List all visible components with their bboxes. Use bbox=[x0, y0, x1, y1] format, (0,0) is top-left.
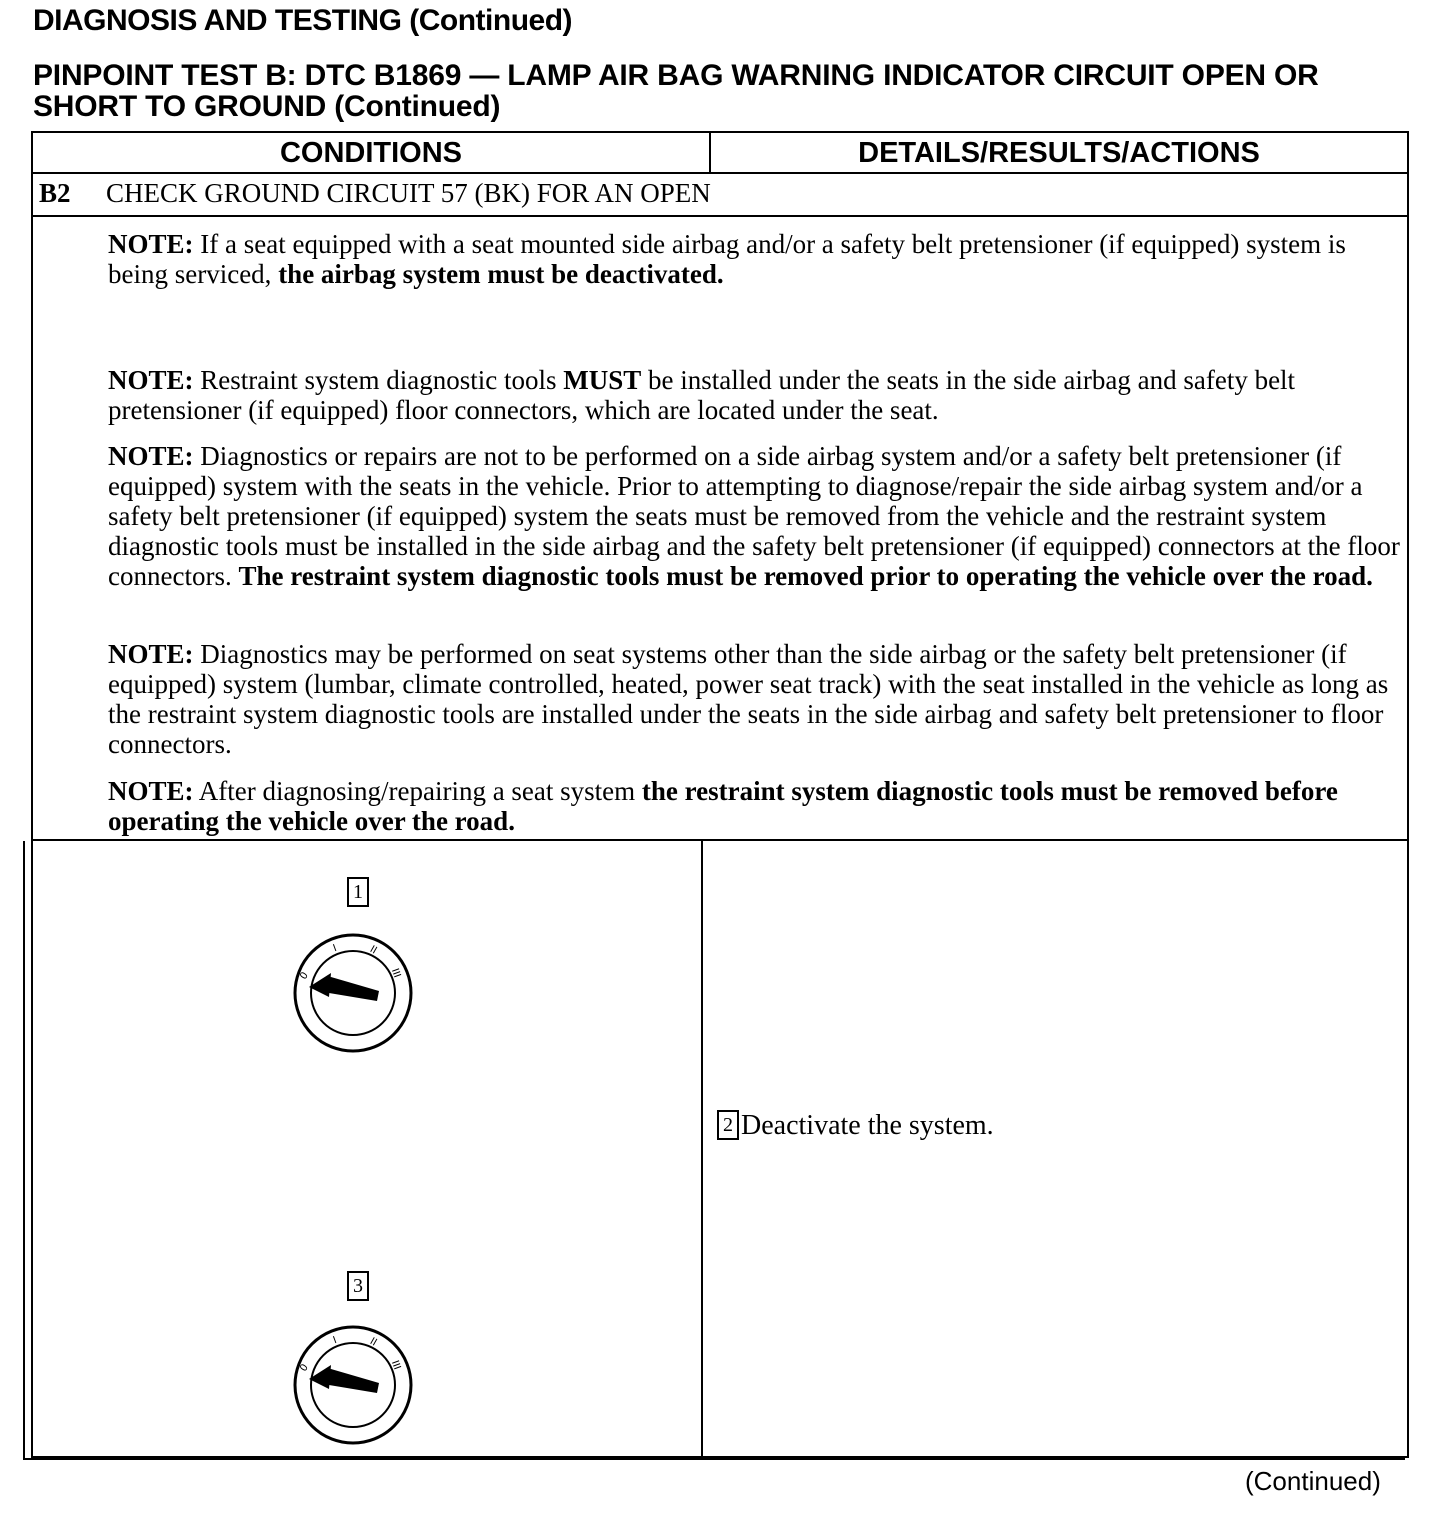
ignition-label-0: 0 bbox=[298, 1362, 311, 1374]
note-2 bbox=[108, 365, 1401, 425]
note-label: NOTE: bbox=[108, 776, 194, 806]
step-title: CHECK GROUND CIRCUIT 57 (BK) FOR AN OPEN bbox=[106, 178, 711, 208]
pinpoint-line-1: PINPOINT TEST B: DTC B1869 — LAMP AIR BAG WARNING INDICATOR CIRCUIT OPEN OR bbox=[33, 59, 1319, 92]
note-bold-text: MUST bbox=[563, 365, 642, 395]
note-text-after: be installed under the seats in the side airbag and safety belt pretensioner (if equipped) floor connectors, which are located under the seat. bbox=[108, 365, 1296, 425]
ignition-label-0: 0 bbox=[298, 970, 311, 982]
ignition-label-1: I bbox=[331, 942, 339, 955]
step-id: B2 bbox=[39, 178, 71, 208]
pinpoint-test-title bbox=[33, 60, 1319, 122]
ignition-label-2: II bbox=[367, 1336, 379, 1349]
ignition-label-2: II bbox=[367, 944, 379, 957]
ignition-switch-off-icon bbox=[291, 931, 415, 1055]
table-bottom-border bbox=[23, 1458, 1405, 1460]
notes-section bbox=[33, 217, 1407, 841]
note-label: NOTE: bbox=[108, 365, 194, 395]
step-2-action: Deactivate the system. bbox=[741, 1110, 994, 1141]
continued-label: (Continued) bbox=[1245, 1466, 1381, 1496]
note-label: NOTE: bbox=[108, 639, 194, 669]
note-bold-text: The restraint system diagnostic tools must be removed prior to operating the vehicle over the road. bbox=[238, 561, 1373, 591]
conditions-illustration-cell bbox=[23, 841, 703, 1460]
conditions-column-header: CONDITIONS bbox=[33, 133, 711, 174]
note-bold-text: the restraint system diagnostic tools must be removed before operating the vehicle over the road. bbox=[108, 776, 1338, 836]
note-1 bbox=[108, 229, 1401, 289]
note-label: NOTE: bbox=[108, 441, 194, 471]
note-text: After diagnosing/repairing a seat system bbox=[193, 776, 642, 806]
note-bold-text: the airbag system must be deactivated. bbox=[278, 259, 724, 289]
note-text: Diagnostics or repairs are not to be performed on a side airbag system and/or a safety belt pretensioner (if equipped) system with the seats in the vehicle. Prior to attempting to diagnose/repair the side airbag system and/or a safety belt pretensioner (if equipped) system the seats must be removed from the vehicle and the restraint system diagnostic tools must be installed in the side airbag and the safety belt pretensioner (if equipped) connectors at the floor connectors. bbox=[108, 441, 1400, 591]
note-text: If a seat equipped with a seat mounted side airbag and/or a safety belt pretensioner (if equipped) system is being serviced, bbox=[108, 229, 1346, 289]
ignition-label-3: III bbox=[388, 1359, 403, 1372]
note-3 bbox=[108, 441, 1401, 591]
details-column-header: DETAILS/RESULTS/ACTIONS bbox=[711, 133, 1407, 174]
step-3-box: 3 bbox=[347, 1271, 369, 1301]
page-title: DIAGNOSIS AND TESTING (Continued) bbox=[33, 4, 573, 37]
pinpoint-test-table bbox=[31, 131, 1409, 1458]
ignition-label-1: I bbox=[331, 1334, 339, 1347]
pinpoint-line-2: SHORT TO GROUND (Continued) bbox=[33, 90, 501, 123]
step-1-box: 1 bbox=[347, 877, 369, 907]
step-2-box: 2 bbox=[717, 1110, 739, 1140]
note-label: NOTE: bbox=[108, 229, 194, 259]
ignition-switch-off-icon bbox=[291, 1323, 415, 1447]
note-4 bbox=[108, 639, 1401, 759]
note-text: Restraint system diagnostic tools bbox=[193, 365, 564, 395]
note-5 bbox=[108, 776, 1401, 836]
note-text: Diagnostics may be performed on seat systems other than the side airbag or the safety belt pretensioner (if equipped) system (lumbar, climate controlled, heated, power seat track) with the seat installed in the vehicle as long as the restraint system diagnostic tools are installed under the seats in the side airbag and safety belt pretensioner to floor connectors. bbox=[108, 639, 1389, 759]
step-row bbox=[33, 174, 1407, 217]
ignition-label-3: III bbox=[388, 967, 403, 980]
